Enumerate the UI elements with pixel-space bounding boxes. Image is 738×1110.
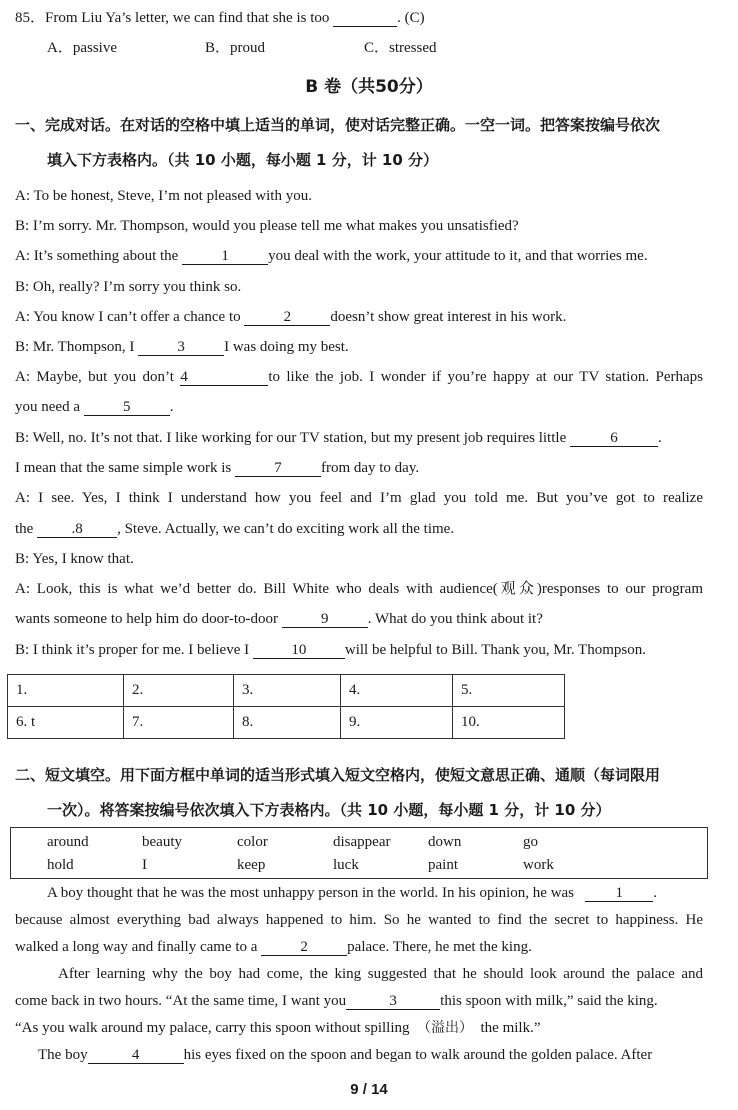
answer-cell[interactable]: 5. xyxy=(453,675,565,707)
dialogue-line-5: A: You know I can’t offer a chance to 2 doesn’t show great interest in his work. xyxy=(15,309,567,325)
dialogue-blank-2: 2 xyxy=(244,309,330,326)
passage-blank-4: 4 xyxy=(88,1047,184,1064)
passage-line-3: walked a long way and finally came to a 2 palace. There, he met the king. xyxy=(15,939,532,955)
q85-answer: (C) xyxy=(404,10,425,26)
q85-blank xyxy=(333,10,397,27)
part1-answer-table xyxy=(7,674,565,739)
q85-option-c: C．stressed xyxy=(364,40,437,56)
passage-line-4: After learning why the boy had come, the king suggested that he should look around the palace and xyxy=(58,966,703,982)
word-bank-item: color xyxy=(237,834,268,850)
dialogue-blank-1: 1 xyxy=(182,248,268,265)
word-bank-item: luck xyxy=(333,857,359,873)
answer-cell[interactable]: 1. xyxy=(8,675,124,707)
word-bank-item: hold xyxy=(47,857,74,873)
word-bank-item: go xyxy=(523,834,538,850)
answer-cell[interactable]: 8. xyxy=(234,707,341,739)
part1-instruction-line1: 一、完成对话。在对话的空格中填上适当的单词，使对话完整正确。一空一词。把答案按编号依次 xyxy=(15,116,661,134)
dialogue-line-4: B: Oh, really? I’m sorry you think so. xyxy=(15,279,242,295)
question-85: 85．From Liu Ya’s letter, we can find that she is too . (C) xyxy=(15,10,425,26)
answer-cell[interactable]: 4. xyxy=(341,675,453,707)
table-row xyxy=(8,707,565,739)
dialogue-line-14: A: Look, this is what we’d better do. Bill White who deals with audience(观众)responses to our program xyxy=(15,581,703,597)
q85-option-b: B．proud xyxy=(205,40,266,56)
dialogue-line-2: B: I’m sorry. Mr. Thompson, would you please tell me what makes you unsatisfied? xyxy=(15,218,519,234)
dialogue-line-9: B: Well, no. It’s not that. I like working for our TV station, but my present job requires little 6 . xyxy=(15,430,662,446)
passage-line-2: because almost everything bad always happened to him. So he wanted to find the secret to happiness. He xyxy=(15,912,703,928)
passage-note: （溢出） xyxy=(417,1020,474,1036)
dialogue-line-6: B: Mr. Thompson, I 3 I was doing my best. xyxy=(15,339,349,355)
answer-cell[interactable]: 7. xyxy=(124,707,234,739)
dialogue-blank-6: 6 xyxy=(570,430,658,447)
dialogue-line-1: A: To be honest, Steve, I’m not pleased with you. xyxy=(15,188,312,204)
word-bank-item: keep xyxy=(237,857,266,873)
dialogue-line-15: wants someone to help him do door-to-door 9 . What do you think about it? xyxy=(15,611,543,627)
page-number: 9 / 14 xyxy=(350,1081,388,1098)
dialogue-line-7: A: Maybe, but you don’t 4 to like the job. I wonder if you’re happy at our TV station. Perhaps xyxy=(15,369,703,385)
word-bank-item: I xyxy=(142,857,147,873)
part2-instruction-line1: 二、短文填空。用下面方框中单词的适当形式填入短文空格内，使短文意思正确、通顺（每词限用 xyxy=(15,766,661,784)
answer-cell[interactable]: 10. xyxy=(453,707,565,739)
passage-blank-3: 3 xyxy=(346,993,440,1010)
part2-instruction-line2: 一次）。将答案按编号依次填入下方表格内。（共 10 小题，每小题 1 分，计 10 分） xyxy=(47,801,611,819)
answer-cell[interactable]: 6. t xyxy=(8,707,124,739)
answer-cell[interactable]: 3. xyxy=(234,675,341,707)
passage-line-5: come back in two hours. “At the same time, I want you 3 this spoon with milk,” said the king. xyxy=(15,993,658,1009)
word-bank-item: work xyxy=(523,857,554,873)
dialogue-blank-3: 3 xyxy=(138,339,224,356)
dialogue-blank-10: 10 xyxy=(253,642,345,659)
passage-blank-2: 2 xyxy=(261,939,347,956)
q85-stem: 85．From Liu Ya’s letter, we can find that she is too xyxy=(15,10,330,26)
dialogue-blank-7: 7 xyxy=(235,460,321,477)
part1-instruction-line2: 填入下方表格内。（共 10 小题，每小题 1 分，计 10 分） xyxy=(47,151,439,169)
dialogue-line-12: the .8 , Steve. Actually, we can’t do exciting work all the time. xyxy=(15,521,455,537)
dialogue-line-11: A: I see. Yes, I think I understand how you feel and I’m glad you told me. But you’ve got to realize xyxy=(15,490,703,506)
word-bank-box xyxy=(10,827,708,879)
dialogue-blank-4: 4 xyxy=(180,369,268,386)
word-bank-item: paint xyxy=(428,857,458,873)
dialogue-line-3: A: It’s something about the 1 you deal with the work, your attitude to it, and that worries me. xyxy=(15,248,648,264)
dialogue-line-8: you need a 5 . xyxy=(15,399,174,415)
dialogue-line-16: B: I think it’s proper for me. I believe I 10 will be helpful to Bill. Thank you, Mr. Thompson. xyxy=(15,642,646,658)
word-bank-item: disappear xyxy=(333,834,391,850)
table-row xyxy=(8,675,565,707)
answer-cell[interactable]: 2. xyxy=(124,675,234,707)
q85-option-a: A．passive xyxy=(47,40,117,56)
passage-line-7: The boy 4 his eyes fixed on the spoon and began to walk around the golden palace. After xyxy=(38,1047,653,1063)
word-bank-item: around xyxy=(47,834,89,850)
word-bank-item: down xyxy=(428,834,462,850)
dialogue-line-13: B: Yes, I know that. xyxy=(15,551,134,567)
dialogue-line-10: I mean that the same simple work is 7 from day to day. xyxy=(15,460,420,476)
section-b-title: B 卷（共50分） xyxy=(305,77,433,97)
word-bank-item: beauty xyxy=(142,834,182,850)
dialogue-blank-5: 5 xyxy=(84,399,170,416)
dialogue-blank-8: .8 xyxy=(37,521,117,538)
passage-blank-1: 1 xyxy=(585,885,653,902)
passage-line-1: A boy thought that he was the most unhappy person in the world. In his opinion, he was 1 . xyxy=(47,885,658,901)
passage-line-6: “As you walk around my palace, carry this spoon without spilling （溢出） the milk.” xyxy=(15,1020,541,1036)
answer-cell[interactable]: 9. xyxy=(341,707,453,739)
dialogue-blank-9: 9 xyxy=(282,611,368,628)
